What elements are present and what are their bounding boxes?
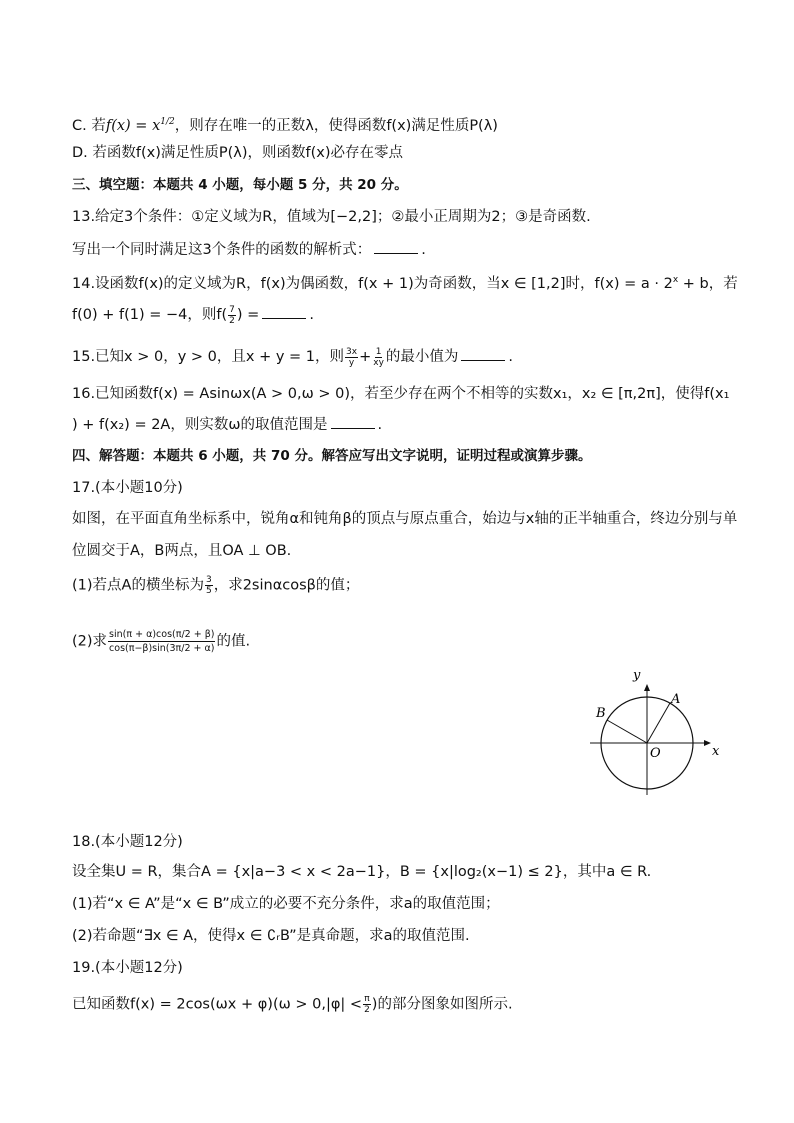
q17-part1: (1)若点A的横坐标为 $\frac{3}{5}$ ，求2sinαcosβ的值； bbox=[72, 575, 360, 596]
q18-part2: (2)若命题“∃x ∈ A，使得x ∈ ∁ᵣB”是真命题，求a的取值范围. bbox=[72, 928, 470, 944]
q17-line1: 如图，在平面直角坐标系中，锐角α和钝角β的顶点与原点重合，始边与x轴的正半轴重合，终边分别与单 bbox=[72, 511, 738, 527]
q15: 15.已知x > 0，y > 0，且x + y = 1，则 $\frac{3x}{y}$ + $\frac{1}{xy}$ 的最小值为 . bbox=[72, 346, 514, 368]
section-3-title: 三、填空题：本题共 4 小题，每小题 5 分，共 20 分。 bbox=[72, 177, 408, 193]
fraction-3-5: $\frac{3}{5}$ bbox=[205, 575, 212, 596]
q17-header: 17.(本小题10分) bbox=[72, 480, 183, 496]
q18-line1: 设全集U = R，集合A = {x|a−3 < x < 2a−1}，B = {x|log₂(x−1) ≤ 2}，其中a ∈ R. bbox=[72, 864, 652, 880]
answer-blank[interactable] bbox=[262, 304, 306, 319]
answer-blank[interactable] bbox=[461, 346, 505, 361]
fraction-1-xy: $\frac{1}{xy}$ bbox=[373, 346, 384, 368]
figure-label-o: O bbox=[650, 746, 661, 761]
section-4-title: 四、解答题：本题共 6 小题，共 70 分。解答应写出文字说明，证明过程或演算步骤。 bbox=[72, 448, 592, 464]
answer-blank[interactable] bbox=[374, 239, 418, 254]
q19-line1: 已知函数f(x) = 2cos(ωx + φ)(ω > 0,|φ| < $\frac{\pi}{2}$ )的部分图象如图所示. bbox=[72, 994, 513, 1015]
q18-header: 18.(本小题12分) bbox=[72, 834, 183, 850]
q13-line2: 写出一个同时满足这3个条件的函数的解析式： . bbox=[72, 239, 426, 260]
fraction-3x-y: $\frac{3x}{y}$ bbox=[346, 346, 358, 368]
q17-part2: (2)求 $\frac{\sin(\pi + \alpha)\cos(\pi/2 + \beta)}{\cos(\pi-\beta)\sin(3\pi/2 + \alpha)}$ 的值. bbox=[72, 629, 251, 654]
q17-line2: 位圆交于A，B两点，且OA ⊥ OB. bbox=[72, 543, 292, 559]
unit-circle-figure bbox=[585, 665, 730, 800]
option-d: D. 若函数f(x)满足性质P(λ)，则函数f(x)必存在零点 bbox=[72, 145, 404, 161]
option-c: C. 若$f(x) = x^{1/2}$，则存在唯一的正数λ，使得函数f(x)满足性质P(λ) bbox=[72, 117, 498, 134]
figure-label-y: y bbox=[633, 668, 641, 683]
fraction-7-2: $\frac{7}{2}$ bbox=[229, 304, 235, 326]
q18-part1: (1)若“x ∈ A”是“x ∈ B”成立的必要不充分条件，求a的取值范围； bbox=[72, 896, 500, 912]
fraction-trig: $\frac{\sin(\pi + \alpha)\cos(\pi/2 + \beta)}{\cos(\pi-\beta)\sin(3\pi/2 + \alpha)}$ bbox=[109, 629, 215, 654]
q13-line1: 13.给定3个条件：①定义域为R，值域为[−2,2]；②最小正周期为2；③是奇函数. bbox=[72, 209, 591, 225]
figure-label-a: A bbox=[671, 692, 681, 707]
q19-header: 19.(本小题12分) bbox=[72, 960, 183, 976]
figure-label-x: x bbox=[712, 744, 720, 759]
q16-line2: ) + f(x₂) = 2A，则实数ω的取值范围是 . bbox=[72, 414, 382, 435]
fraction-pi-2: $\frac{\pi}{2}$ bbox=[364, 994, 370, 1015]
q14-line2: f(0) + f(1) = −4，则f( $\frac{7}{2}$ ) = . bbox=[72, 304, 314, 326]
q16-line1: 16.已知函数f(x) = Asinωx(A > 0,ω > 0)，若至少存在两个不相等的实数x₁，x₂ ∈ [π,2π]，使得f(x₁ bbox=[72, 386, 730, 402]
figure-label-b: B bbox=[596, 706, 606, 721]
formula-fx-power: $f(x) = x^{1/2}$ bbox=[105, 117, 175, 134]
q14-line1: 14.设函数f(x)的定义域为R，f(x)为偶函数，f(x + 1)为奇函数，当x ∈ [1,2]时，$f(x) = a \cdot 2^x + b$，若 bbox=[72, 275, 738, 292]
answer-blank[interactable] bbox=[331, 414, 375, 429]
